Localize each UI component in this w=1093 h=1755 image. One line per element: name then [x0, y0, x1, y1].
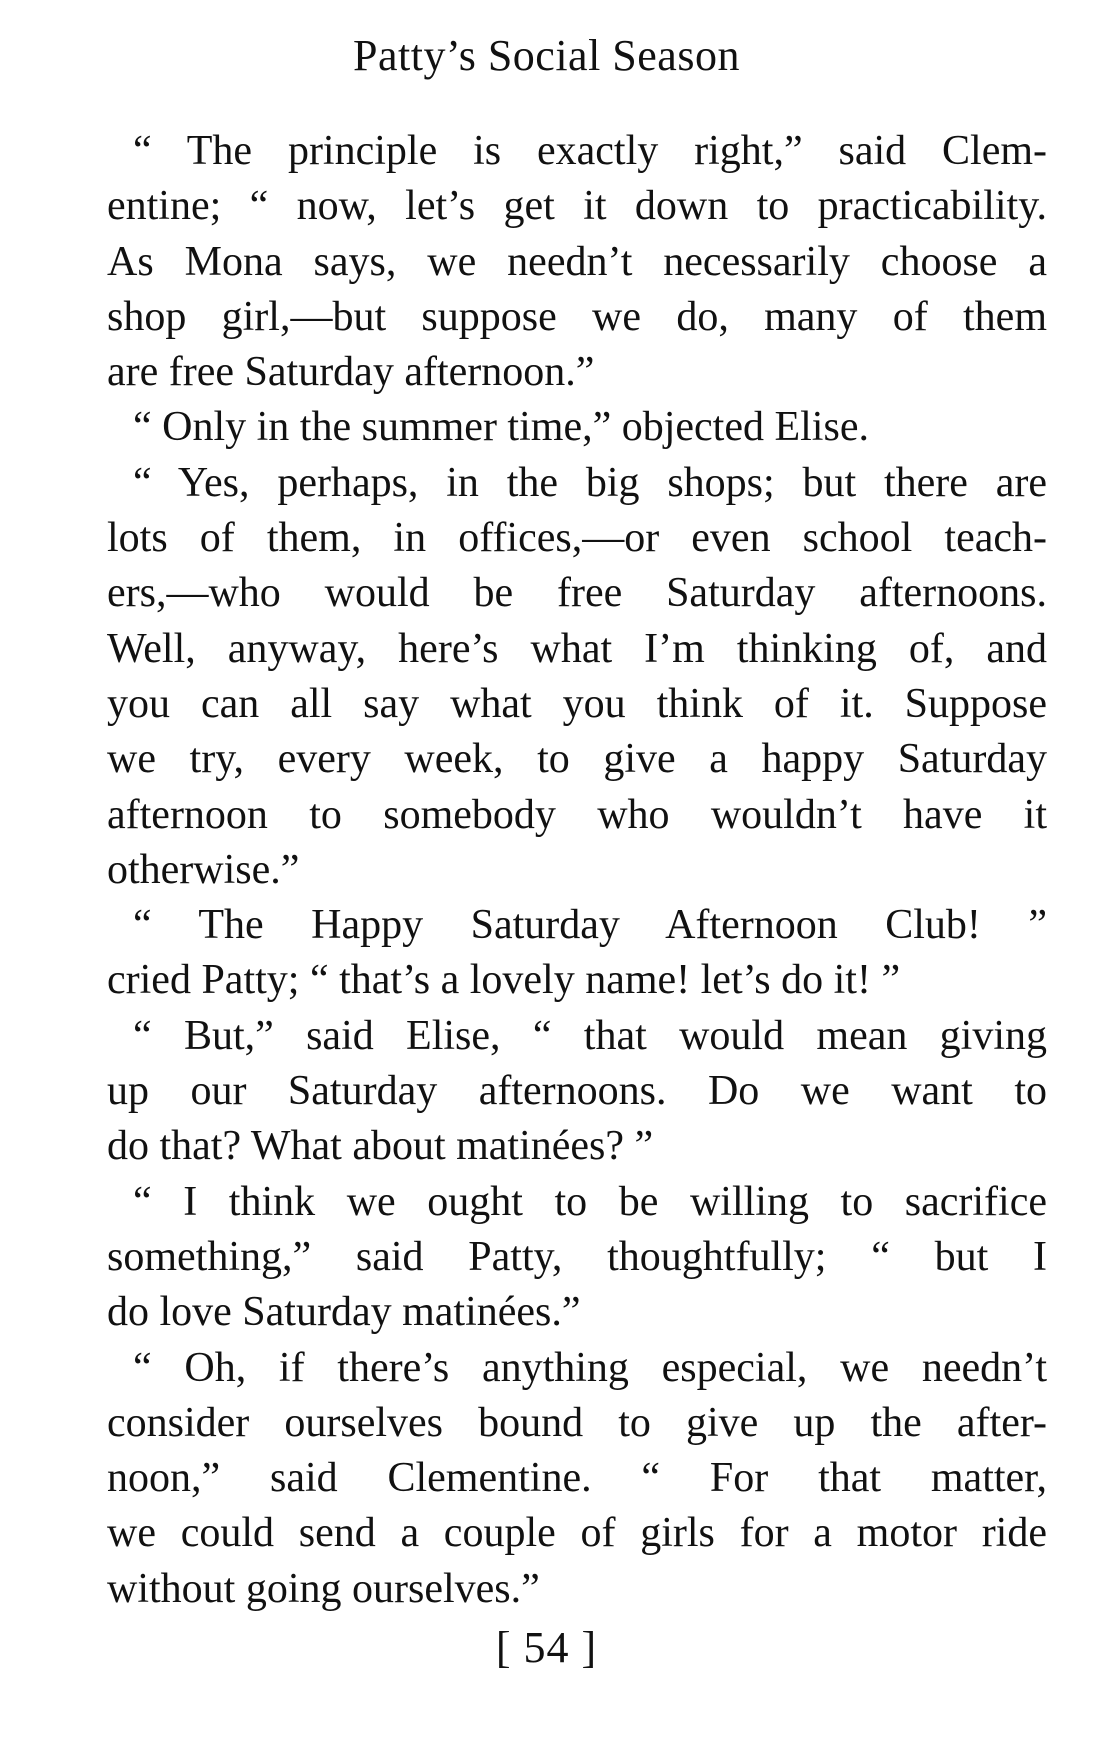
- text-line: afternoon to somebody who wouldn’t have it: [107, 791, 1047, 838]
- text-line: we try, every week, to give a happy Saturday: [107, 736, 1047, 783]
- page-number: [ 54 ]: [495, 1623, 598, 1672]
- text-line: do love Saturday matinées.”: [107, 1289, 581, 1336]
- text-line: otherwise.”: [107, 846, 300, 893]
- text-line: entine; “ now, let’s get it down to practicability.: [107, 183, 1047, 230]
- text-line: something,” said Patty, thoughtfully; “ but I: [107, 1233, 1047, 1280]
- text-line: shop girl,—but suppose we do, many of them: [107, 293, 1047, 340]
- text-line: “ Only in the summer time,” objected Elise.: [133, 404, 869, 451]
- text-line: “ Oh, if there’s anything especial, we needn’t: [133, 1344, 1047, 1391]
- text-line: cried Patty; “ that’s a lovely name! let’s do it! ”: [107, 957, 901, 1004]
- text-line: As Mona says, we needn’t necessarily choose a: [107, 238, 1047, 285]
- text-line: “ But,” said Elise, “ that would mean giving: [133, 1012, 1047, 1059]
- text-line: do that? What about matinées? ”: [107, 1123, 654, 1170]
- running-head: Patty’s Social Season: [353, 31, 740, 80]
- text-line: “ I think we ought to be willing to sacrifice: [133, 1178, 1047, 1225]
- text-line: you can all say what you think of it. Suppose: [107, 680, 1047, 727]
- text-line: “ Yes, perhaps, in the big shops; but there are: [133, 459, 1047, 506]
- text-line: without going ourselves.”: [107, 1565, 540, 1612]
- text-line: lots of them, in offices,—or even school teach-: [107, 515, 1047, 562]
- text-line: consider ourselves bound to give up the after-: [107, 1399, 1047, 1446]
- body-text: [107, 124, 1047, 1617]
- text-line: “ The principle is exactly right,” said Clem-: [133, 128, 1047, 174]
- text-line: we could send a couple of girls for a motor ride: [107, 1510, 1047, 1557]
- text-line: are free Saturday afternoon.”: [107, 349, 595, 396]
- text-line: “ The Happy Saturday Afternoon Club! ”: [133, 902, 1047, 949]
- text-line: noon,” said Clementine. “ For that matter,: [107, 1455, 1047, 1502]
- text-line: up our Saturday afternoons. Do we want to: [107, 1068, 1047, 1115]
- text-line: ers,—who would be free Saturday afternoons.: [107, 570, 1047, 617]
- text-line: Well, anyway, here’s what I’m thinking of, and: [107, 625, 1047, 672]
